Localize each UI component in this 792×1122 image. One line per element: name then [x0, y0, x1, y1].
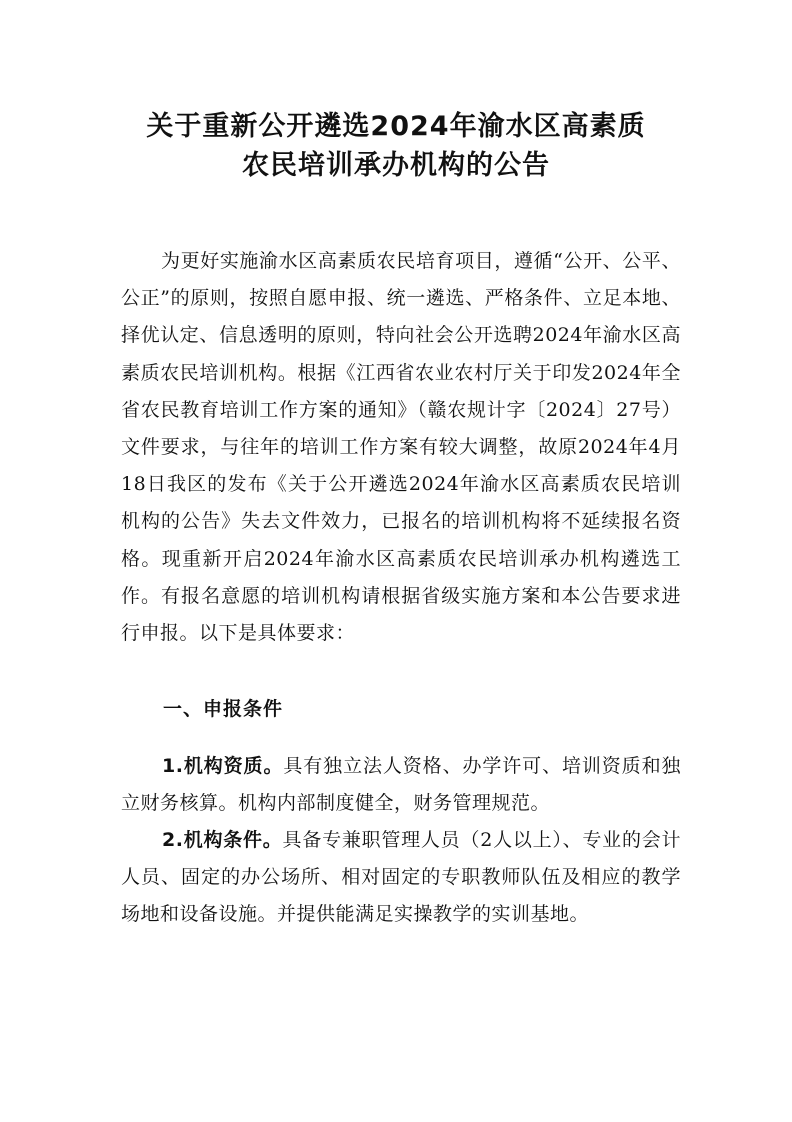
- condition-item-lead: 1.机构资质。: [162, 755, 284, 777]
- document-title-line-1: 关于重新公开遴选2024年渝水区高素质: [146, 111, 646, 142]
- condition-item-lead: 2.机构条件。: [162, 829, 283, 851]
- condition-item-qualification: [121, 748, 681, 822]
- condition-item-requirements: [121, 822, 681, 934]
- document-title-line-2: 农民培训承办机构的公告: [242, 150, 550, 181]
- intro-paragraph: 为更好实施渝水区高素质农民培育项目，遵循“公开、公平、公正”的原则，按照自愿申报、统一遴选、严格条件、立足本地、择优认定、信息透明的原则，特向社会公开选聘2024年渝水区高素质农民培训机构。根据《江西省农业农村厅关于印发2024年全省农民教育培训工作方案的通知》（赣农规计字〔2024〕27号）文件要求，与往年的培训工作方案有较大调整，故原2024年4月18日我区的发布《关于公开遴选2024年渝水区高素质农民培训机构的公告》失去文件效力，已报名的培训机构将不延续报名资格。现重新开启2024年渝水区高素质农民培训承办机构遴选工作。有报名意愿的培训机构请根据省级实施方案和本公告要求进行申报。以下是具体要求：: [121, 250, 681, 645]
- condition-item-text: 具有独立法人资格、办学许可、培训资质和独立财务核算。机构内部制度健全，财务管理规范。: [121, 755, 681, 815]
- section-heading-application-conditions: 一、申报条件: [163, 698, 284, 720]
- condition-item-text: 具备专兼职管理人员（2人以上）、专业的会计人员、固定的办公场所、相对固定的专职教师队伍及相应的教学场地和设备设施。并提供能满足实操教学的实训基地。: [121, 829, 681, 926]
